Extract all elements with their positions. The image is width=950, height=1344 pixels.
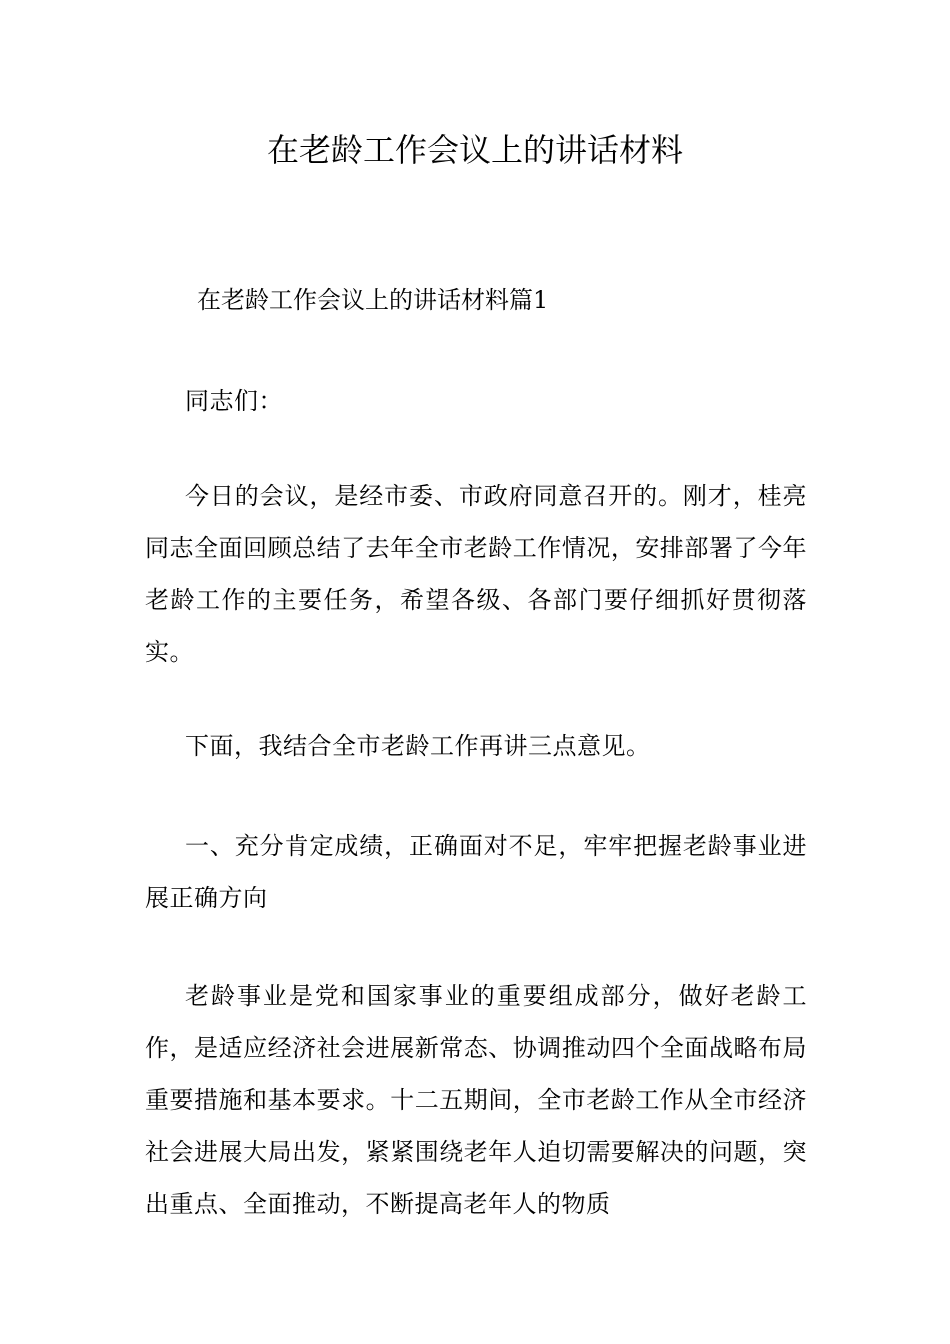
paragraph-body: 老龄事业是党和国家事业的重要组成部分，做好老龄工作，是适应经济社会进展新常态、协调推动四个全面战略布局重要措施和基本要求。十二五期间，全市老龄工作从全市经济社会进展大局出发，紧紧围绕老年人迫切需要解决的问题，突出重点、全面推动，不断提高老年人的物质 xyxy=(145,982,807,1218)
paragraph-opening: 今日的会议，是经市委、市政府同意召开的。刚才，桂亮同志全面回顾总结了去年全市老龄工作情况，安排部署了今年老龄工作的主要任务，希望各级、各部门要仔细抓好贯彻落实。 xyxy=(145,482,807,666)
document-subtitle: 在老龄工作会议上的讲话材料篇1 xyxy=(197,286,549,314)
section-heading-one: 一、充分肯定成绩，正确面对不足，牢牢把握老龄事业进展正确方向 xyxy=(145,832,807,912)
paragraph-intro-points: 下面，我结合全市老龄工作再讲三点意见。 xyxy=(185,732,651,760)
paragraph-greeting: 同志们： xyxy=(185,387,283,415)
document-title: 在老龄工作会议上的讲话材料 xyxy=(266,131,683,169)
